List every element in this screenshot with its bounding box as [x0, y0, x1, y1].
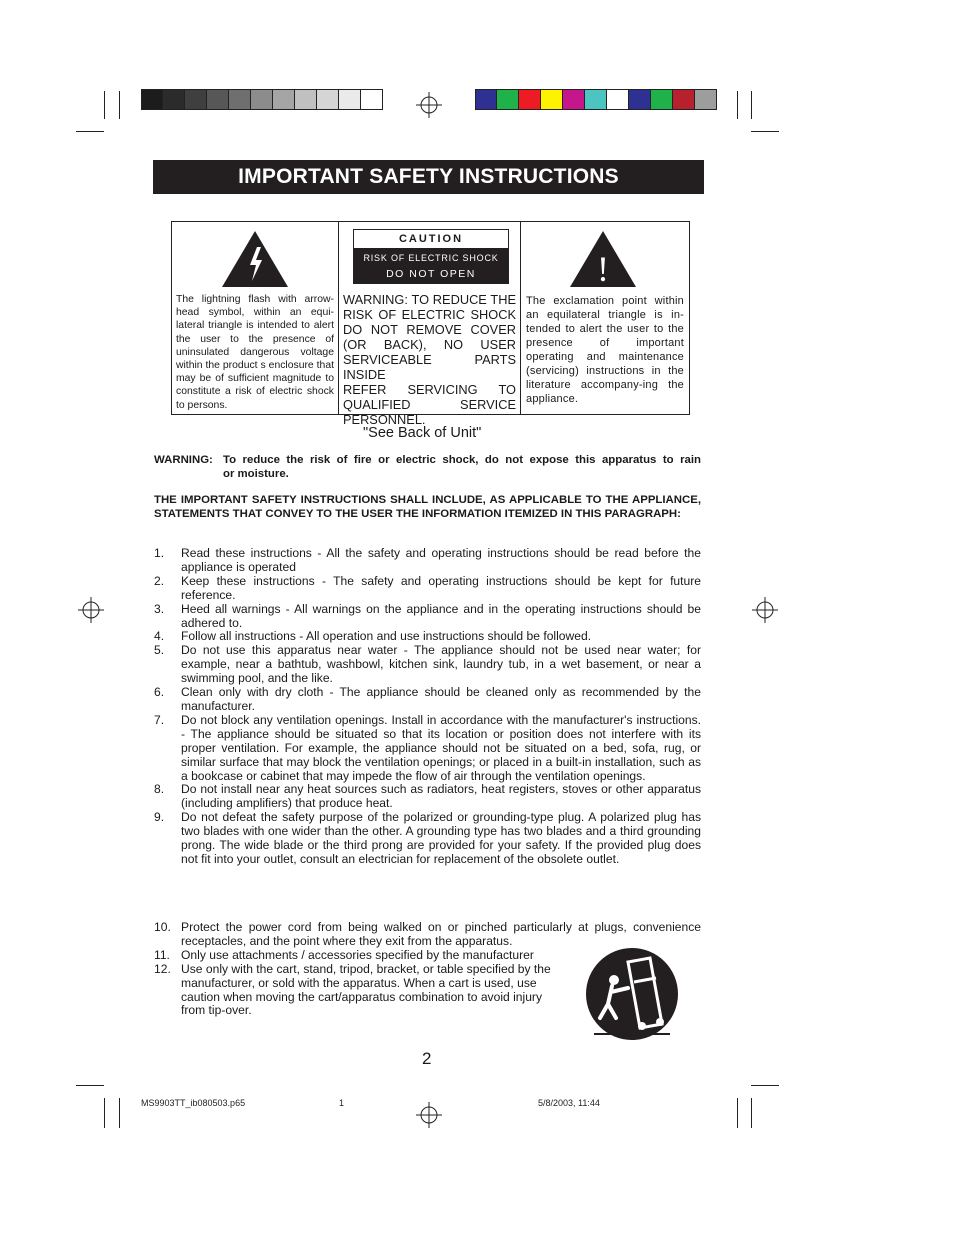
- registration-mark-icon: [416, 92, 442, 118]
- color-swatch: [251, 89, 273, 110]
- registration-mark-icon: [78, 597, 104, 623]
- warning-line: QUALIFIED SERVICE: [343, 397, 516, 412]
- safety-symbols-box: [171, 221, 690, 427]
- color-swatch: [519, 89, 541, 110]
- warning-text-continued: or moisture.: [223, 468, 289, 480]
- list-item-text: Heed all warnings - All warnings on the appliance and in the operating instructions should be adhered to.: [181, 601, 701, 630]
- color-swatch: [563, 89, 585, 110]
- exclamation-warning-icon: [568, 229, 638, 289]
- crop-mark: [751, 1098, 752, 1128]
- warning-line: (OR BACK), NO USER: [343, 337, 516, 352]
- list-item: [154, 949, 564, 963]
- column-divider: [520, 222, 521, 414]
- list-item: [154, 811, 701, 867]
- warning-line: DO NOT REMOVE COVER: [343, 322, 516, 337]
- color-swatch: [141, 89, 163, 110]
- color-swatch: [361, 89, 383, 110]
- list-item-text: Do not block any ventilation openings. Install in accordance with the manufacturer's instructions. - The appliance should be situated so that its location or position does not interfere with its proper ventilation. For example, the appliance should not be situated on a bed, sofa, rug, or similar surface that may block the ventilation openings; or placed in a built-in installation, such as a bookcase or cabinet that may impede the flow of air through the ventilation openings.: [181, 712, 701, 783]
- color-swatch: [541, 89, 563, 110]
- crop-mark: [104, 1098, 105, 1128]
- list-item: [154, 783, 701, 811]
- list-item-number: 6.: [154, 685, 165, 700]
- color-swatch: [497, 89, 519, 110]
- color-swatch: [339, 89, 361, 110]
- instructions-intro: THE IMPORTANT SAFETY INSTRUCTIONS SHALL INCLUDE, AS APPLICABLE TO THE APPLIANCE, STATEMENTS THAT CONVEY TO THE USER THE INFORMATION ITEMIZED IN THIS PARAGRAPH:: [154, 494, 701, 520]
- gray-color-bar: [141, 89, 383, 110]
- lightning-symbol-description: The lightning flash with arrow-head symbol, within an equi-lateral triangle is intended to alert the user to the presence of uninsulated dangerous voltage within the product s enclosure that may be of sufficient magnitude to constitute a risk of electric shock to persons.: [176, 294, 334, 411]
- color-swatch: [629, 89, 651, 110]
- crop-mark: [104, 91, 105, 119]
- list-item-number: 1.: [154, 546, 165, 560]
- crop-mark: [76, 1085, 104, 1086]
- color-swatch: [695, 89, 717, 110]
- list-item: [154, 547, 701, 575]
- caution-label: [353, 229, 509, 284]
- list-item: [154, 630, 701, 644]
- list-item: [154, 575, 701, 603]
- color-swatch: [273, 89, 295, 110]
- color-swatch: [475, 89, 497, 110]
- crop-mark: [737, 91, 738, 119]
- list-item: [154, 603, 701, 631]
- footer-page: 1: [339, 1098, 345, 1108]
- list-item: [154, 644, 701, 686]
- color-swatch: [607, 89, 629, 110]
- list-item-text: Do not use this apparatus near water - The appliance should not be used near water; for example, near a bathtub, washbowl, kitchen sink, laundry tub, in a wet basement, or near a swimming pool, and the like.: [181, 643, 701, 686]
- list-item-number: 4.: [154, 629, 165, 644]
- list-item-number: 12.: [154, 961, 171, 976]
- crop-mark: [119, 1098, 120, 1128]
- cart-tip-over-warning-icon: [584, 946, 680, 1042]
- color-swatch: [585, 89, 607, 110]
- crop-mark: [76, 131, 104, 132]
- warning-label: WARNING:: [154, 454, 213, 466]
- list-item-text: Only use attachments / accessories specified by the manufacturer: [181, 947, 534, 962]
- list-item-text: Do not install near any heat sources such as radiators, heat registers, stoves or other apparatus (including amplifiers) that produce heat.: [181, 782, 701, 811]
- registration-mark-icon: [416, 1102, 442, 1128]
- page-title: IMPORTANT SAFETY INSTRUCTIONS: [153, 160, 704, 194]
- list-item: [154, 686, 701, 714]
- color-swatch: [185, 89, 207, 110]
- crop-mark: [751, 131, 779, 132]
- list-item-text: Use only with the cart, stand, tripod, bracket, or table specified by the manufacturer, or sold with the apparatus. When a cart is used, use caution when moving the cart/apparatus combination to avoid injury from tip-over.: [181, 961, 551, 1018]
- warning-line: RISK OF ELECTRIC SHOCK: [343, 307, 516, 322]
- list-item: [154, 921, 701, 949]
- warning-text: To reduce the risk of fire or electric shock, do not expose this apparatus to rain: [223, 454, 701, 466]
- crop-mark: [119, 91, 120, 119]
- shock-warning-text: [343, 292, 516, 427]
- registration-mark-icon: [752, 597, 778, 623]
- exclamation-symbol-description: The exclamation point within an equilateral triangle is in-tended to alert the user to the presence of important operating and maintenance (servicing) instructions in the literature accompany-ing the appliance.: [526, 295, 684, 405]
- list-item-number: 10.: [154, 920, 171, 934]
- list-item-text: Clean only with dry cloth - The appliance should be cleaned only as recommended by the manufacturer.: [181, 685, 701, 713]
- lightning-warning-icon: [220, 229, 290, 289]
- color-swatch: [163, 89, 185, 110]
- fire-shock-warning: [154, 453, 701, 481]
- color-bar: [475, 89, 717, 110]
- color-swatch: [651, 89, 673, 110]
- color-swatch: [229, 89, 251, 110]
- color-swatch: [317, 89, 339, 110]
- color-swatch: [673, 89, 695, 110]
- caution-risk-text: RISK OF ELECTRIC SHOCK: [363, 253, 499, 263]
- warning-line: SERVICEABLE PARTS INSIDE: [343, 352, 516, 382]
- color-swatch: [295, 89, 317, 110]
- footer-date: 5/8/2003, 11:44: [538, 1098, 600, 1108]
- exclamation-mark: !: [597, 249, 609, 289]
- list-item: [154, 714, 701, 784]
- safety-instructions-list: [154, 547, 701, 867]
- list-item-number: 7.: [154, 712, 165, 727]
- list-item-number: 3.: [154, 601, 165, 616]
- list-item-number: 9.: [154, 810, 165, 825]
- warning-line: PERSONNEL.: [343, 412, 426, 427]
- list-item-text: Follow all instructions - All operation and use instructions should be followed.: [181, 629, 592, 644]
- warning-line: WARNING: TO REDUCE THE: [343, 292, 516, 307]
- footer-filename: MS9903TT_ib080503.p65: [141, 1098, 246, 1108]
- list-item-text: Do not defeat the safety purpose of the polarized or grounding-type plug. A polarized plug has two blades with one wider than the other. A grounding type has two blades and a third grounding prong. The wide blade or the third prong are provided for your safety. If the provided plug does not fit into your outlet, consult an electrician for replacement of the obsolete outlet.: [181, 810, 701, 866]
- color-swatch: [207, 89, 229, 110]
- list-item-number: 5.: [154, 643, 165, 658]
- caution-heading: CAUTION: [354, 230, 508, 248]
- warning-line: REFER SERVICING TO: [343, 382, 516, 397]
- crop-mark: [737, 1098, 738, 1128]
- list-item-text: Read these instructions - All the safety and operating instructions should be read before the appliance is operated: [181, 546, 701, 574]
- list-item: [154, 963, 564, 1019]
- list-item-text: Protect the power cord from being walked on or pinched particularly at plugs, convenience receptacles, and the point where they exit from the apparatus.: [181, 920, 701, 948]
- list-item-number: 2.: [154, 573, 165, 588]
- page-number: 2: [422, 1049, 432, 1068]
- list-item-number: 11.: [154, 947, 170, 962]
- list-item-number: 8.: [154, 782, 165, 797]
- see-back-note: "See Back of Unit": [363, 425, 482, 441]
- crop-mark: [751, 91, 752, 119]
- crop-mark: [751, 1085, 779, 1086]
- caution-do-not-open: DO NOT OPEN: [386, 268, 476, 280]
- list-item-text: Keep these instructions - The safety and operating instructions should be kept for future reference.: [181, 573, 701, 602]
- column-divider: [338, 222, 339, 414]
